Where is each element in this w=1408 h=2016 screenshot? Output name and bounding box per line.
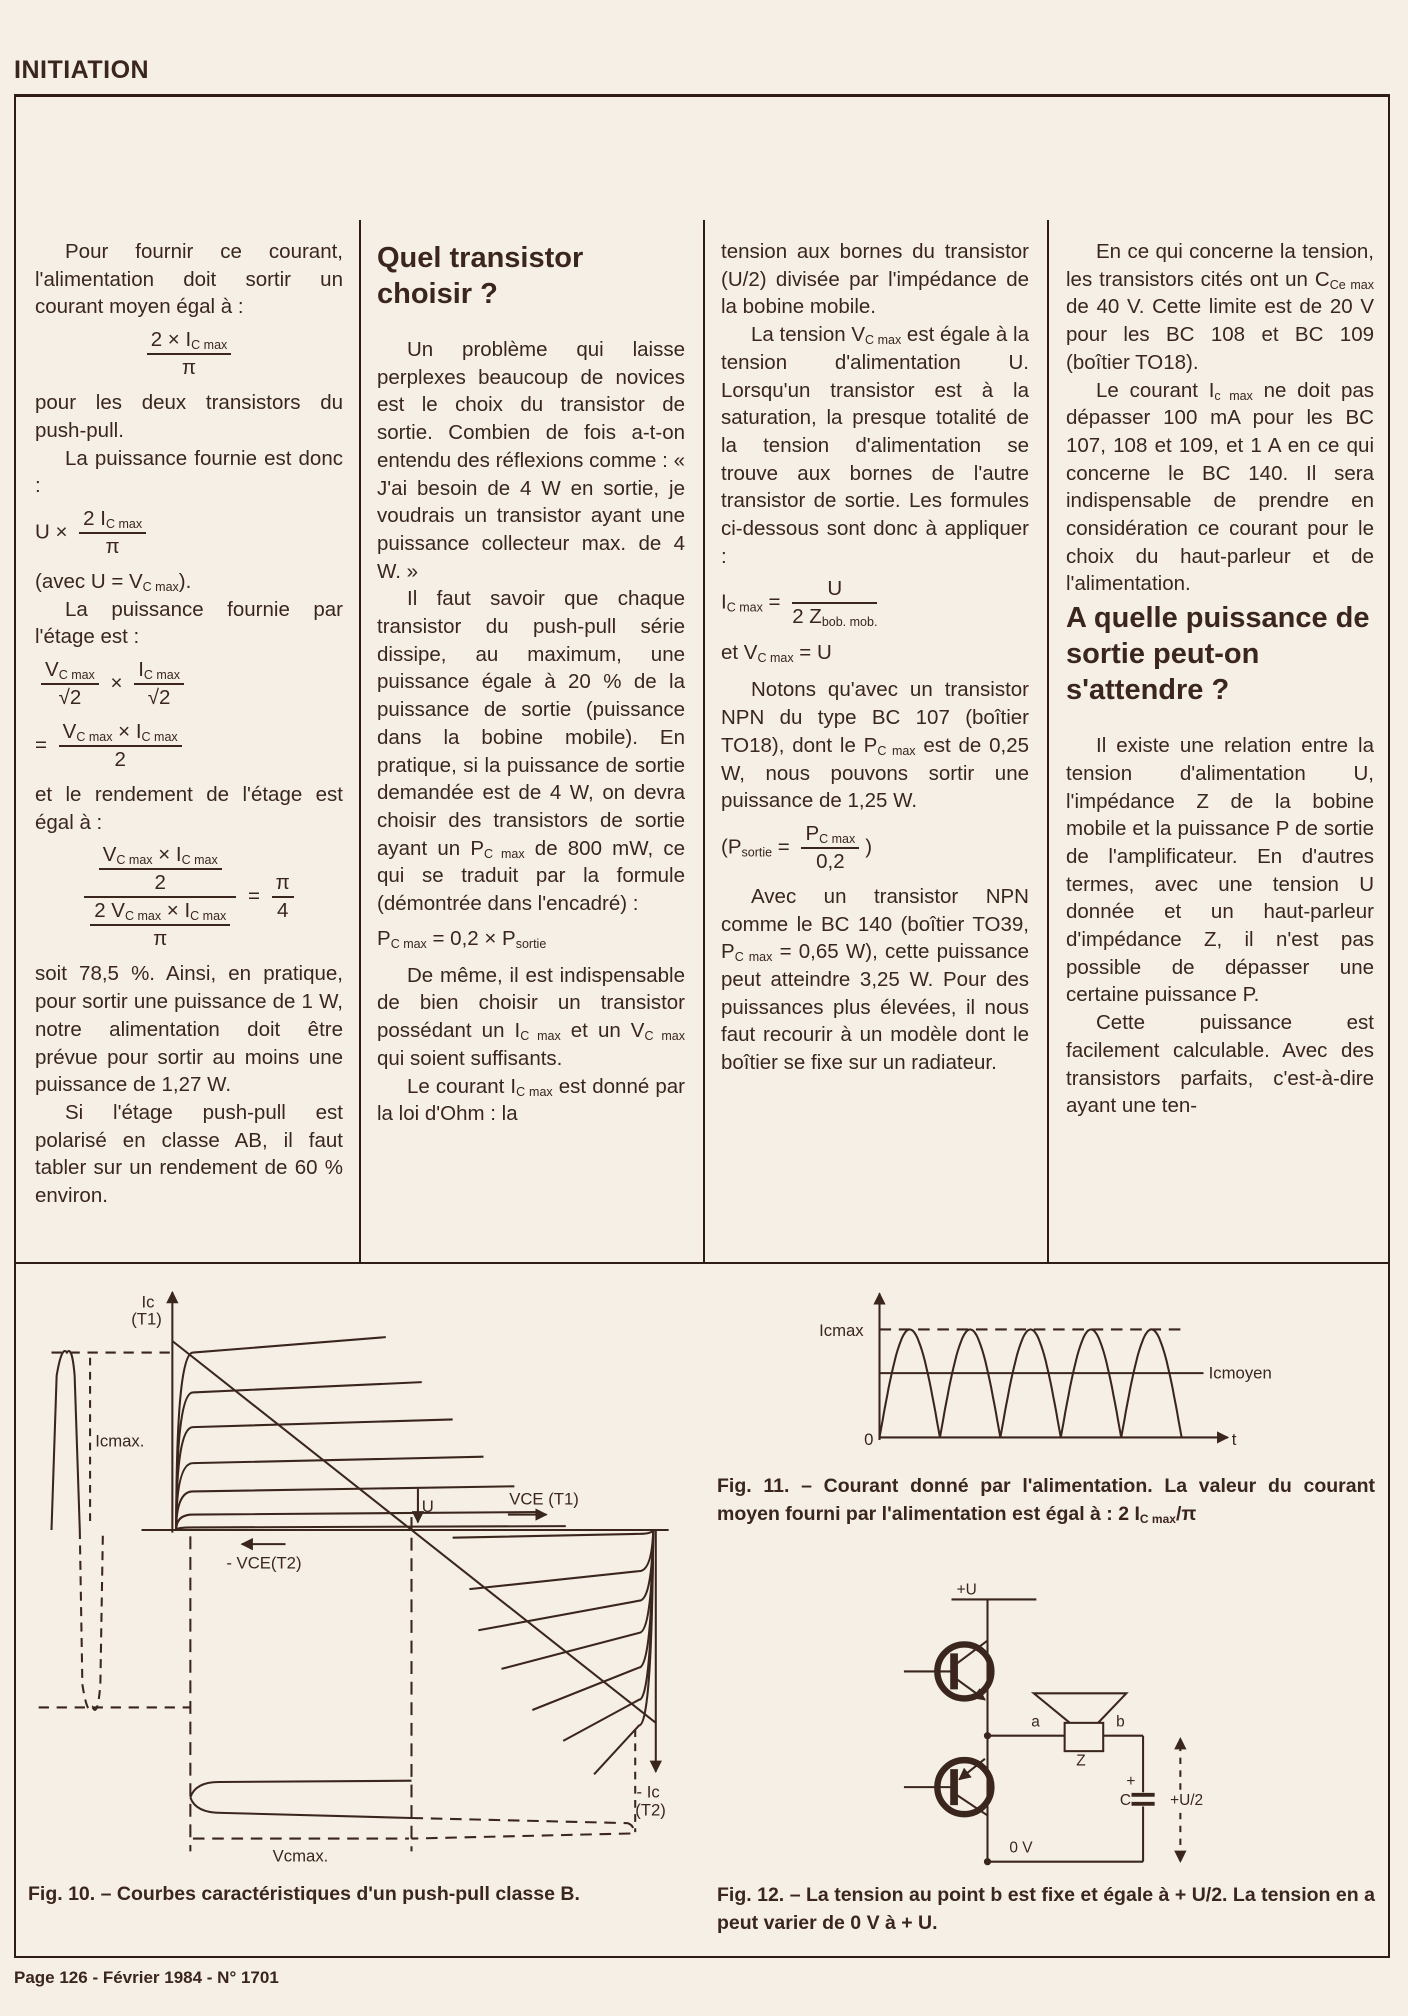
text-run: de 40 V. Cette limite est de 20 V pour les BC 108 et BC 109 (boîtier TO18). [1066, 295, 1374, 374]
text-run: A quelle puissance de sortie peut-on s'attendre ? [1066, 602, 1370, 707]
page-footer: Page 126 - Février 1984 - N° 1701 [14, 1968, 279, 1987]
text-run: = [35, 733, 53, 757]
fig12-circuit [904, 1581, 1203, 1864]
zero-v-label: 0 V [1009, 1839, 1033, 1857]
text-run: Il existe une relation entre la tension d'alimentation U, l'impédance Z de la bobine mobile et la puissance P de sortie de l'amplificateur. En d'autres termes, avec une tension U donnée et un haut-parleur d'impédance Z, il n'est pas possible de dépasser une certaine puissance P. [1066, 734, 1374, 1007]
subscript: C max [58, 668, 95, 683]
subscript: C max [734, 950, 773, 965]
subscript: C max [142, 579, 179, 594]
t2-curve [478, 1530, 653, 1630]
text-run: Avec un transistor NPN comme le BC 140 (boîtier TO39, P [721, 884, 1029, 964]
section-title: INITIATION [14, 56, 150, 84]
text-run: π [181, 356, 197, 380]
text-run: × I [161, 899, 191, 923]
text-run: Cette puissance est facilement calculable. Avec des transistors parfaits, c'est-à-dire ayant une ten- [1066, 1011, 1374, 1118]
subscript: sortie [741, 845, 773, 860]
text-run: En ce qui concerne la tension, les transistors cités ont un C [1066, 240, 1374, 291]
text-run: (avec U = V [35, 569, 143, 593]
text-run: = [242, 884, 266, 908]
text-run: × I [112, 720, 142, 744]
text-run: π [275, 871, 290, 895]
text-run: Notons qu'avec un transistor NPN du type BC 107 (boîtier TO18), dont le P [721, 678, 1029, 757]
subscript: C max [644, 1029, 685, 1044]
text-run: 2 × I [150, 328, 192, 352]
fig10-caption [28, 1880, 678, 1908]
subscript: C max [390, 936, 427, 951]
text-run: 2 Z [792, 605, 822, 629]
u-label: U [421, 1497, 434, 1516]
text-run: ). [178, 569, 192, 593]
t1-label: (T1) [131, 1309, 162, 1329]
vcmax-label: Vcmax. [272, 1846, 329, 1866]
text-run: Il faut savoir que chaque transistor du push-pull série dissipe, au maximum, une puissance égale à 20 % de la puissance de sortie (puissance dans la bobine mobile). En pratique, si la puissance de sortie demandée est de 4 W, on devra choisir des transistors de sortie ayant un P [377, 587, 685, 860]
text-run: π [153, 927, 168, 951]
text-run: Le courant I [1096, 378, 1215, 402]
subscript: sortie [515, 936, 547, 951]
t2-characteristic-curves [453, 1530, 654, 1774]
subscript: Ce max [1329, 277, 1374, 292]
text-run: de 800 mW, ce qui se traduit par la formule (démontrée dans l'encadré) : [377, 836, 685, 916]
text-run: /π [1175, 1503, 1197, 1525]
t2-curve [532, 1530, 653, 1710]
text-run: = 0,2 × P [426, 926, 516, 950]
text-run: (P [721, 835, 742, 859]
text-run: π [105, 534, 120, 558]
text-run: La puissance fournie par l'étage est : [35, 597, 343, 649]
text-run: ) [865, 835, 873, 859]
subscript: C max [757, 651, 794, 666]
text-run: 2 [154, 871, 166, 895]
current-pulse [52, 1351, 80, 1530]
text-run: est de 0,25 W, nous pouvons sortir une puissance de 1,25 W. [721, 733, 1029, 813]
zero-label: 0 [864, 1430, 874, 1450]
subscript: C max [105, 516, 143, 531]
text-run: I [138, 658, 144, 682]
icmax-label: Icmax [819, 1320, 864, 1340]
subscript: C max [484, 846, 525, 861]
text-run: 4 [277, 899, 289, 923]
plus-u-label: +U [956, 1581, 977, 1599]
text-run: est égale à la tension d'alimentation U. Lorsqu'un transistor est à la saturation, la presque totalité de la tension d'alimentation se trouve aux bornes de l'autre transistor de sortie. Les formules ci-dessous sont donc à appliquer : [721, 323, 1029, 568]
subscript: C max [190, 909, 227, 924]
text-run: Pour fournir ce courant, l'alimentation doit sortir un courant moyen égal à : [35, 240, 343, 319]
text-run: Quel transistor choisir ? [377, 242, 584, 310]
fig12-caption [717, 1881, 1375, 1937]
z-label: Z [1076, 1752, 1086, 1770]
subscript: C max [116, 853, 153, 868]
capacitor-icon [1132, 1795, 1155, 1804]
voltage-waveform [190, 1781, 411, 1818]
t1-characteristic-curves [176, 1337, 566, 1530]
text-run: 2 I [83, 506, 106, 530]
text-run: × [104, 671, 129, 695]
text-run: De même, il est indispensable de bien choisir un transistor possédant un I [377, 963, 685, 1043]
load-line [172, 1341, 655, 1723]
icmax-label: Icmax. [95, 1431, 145, 1451]
subscript: C max [1139, 1512, 1176, 1526]
text-run: et V [721, 641, 758, 665]
t2-curve [594, 1530, 653, 1774]
text-run: √2 [147, 686, 171, 710]
text-run: P [805, 821, 820, 845]
speaker-icon [1034, 1693, 1127, 1751]
ic-t2-label: - Ic [636, 1782, 660, 1802]
voltage-waveform-t2 [412, 1818, 634, 1839]
subscript: C max [76, 730, 113, 745]
text-run: qui soient suffisants. [377, 1046, 563, 1070]
vce-t2-label: - VCE(T2) [226, 1553, 302, 1573]
text-run: tension aux bornes du transistor (U/2) divisée par l'impédance de la bobine mobile. [721, 240, 1029, 319]
text-run: ne doit pas dépasser 100 mA pour les BC 107, 108 et 109, et 1 A en ce qui concerne le BC 140. Il sera indispensable de prendre en considération ce courant pour le choix du haut-parleur et de l'alimentation. [1066, 378, 1375, 596]
t2-curve [453, 1530, 654, 1538]
text-run: = [772, 835, 796, 859]
subscript: C max [726, 600, 763, 615]
text-run: √2 [58, 686, 82, 710]
vce-t1-label: VCE (T1) [509, 1489, 579, 1509]
fig11-diagram [819, 1293, 1272, 1449]
subscript: C max [520, 1029, 561, 1044]
text-run: I [721, 590, 727, 614]
text-run: U [827, 577, 843, 601]
text-run: La tension V [751, 323, 866, 347]
ic-t1-label: Ic [141, 1292, 155, 1312]
t1-curve [176, 1337, 386, 1530]
c-label: C [1119, 1792, 1132, 1810]
text-run: Fig. 10. – Courbes caractéristiques d'un push-pull classe B. [28, 1883, 580, 1905]
text-run: et un V [560, 1019, 645, 1043]
subscript: C max [181, 853, 218, 868]
text-run: = 0,65 W), cette puissance peut atteindre 3,25 W. Pour des puissances plus élevées, il nous faut recourir à un modèle dont le boîtier se fixe sur un radiateur. [721, 940, 1029, 1075]
text-run: soit 78,5 %. Ainsi, en pratique, pour sortir une puissance de 1 W, notre alimentation doit être prévue pour sortir au moins une puissance de 1,27 W. [35, 962, 343, 1097]
subscript: C max [516, 1084, 553, 1099]
subscript: c max [1214, 388, 1253, 403]
text-run: Le courant I [407, 1074, 517, 1098]
text-run: = U [793, 641, 832, 665]
subscript: C max [865, 333, 902, 348]
text-run: Si l'étage push-pull est polarisé en classe AB, il faut tabler sur un rendement de 60 % environ. [35, 1100, 343, 1208]
t2-label: (T2) [635, 1800, 666, 1820]
text-run: P [377, 926, 391, 950]
t-label: t [1231, 1430, 1237, 1450]
half-u-label: +U/2 [1170, 1792, 1204, 1810]
text-run: 2 [114, 748, 126, 772]
rectified-sine-wave [880, 1329, 1182, 1437]
fig11-caption [717, 1472, 1375, 1528]
text-run: est donné par la loi d'Ohm : la [377, 1074, 685, 1126]
a-label: a [1031, 1713, 1040, 1731]
text-run: = [762, 590, 787, 614]
text-run: Fig. 11. – Courant donné par l'alimentation. La valeur du courant moyen fourni par l'alimentation est égal à : 2 I [717, 1475, 1375, 1525]
t1-curve [176, 1457, 483, 1530]
text-run: et le rendement de l'étage est égal à : [35, 783, 343, 834]
text-run: U × [35, 520, 74, 544]
subscript: C max [191, 338, 228, 353]
b-label: b [1116, 1713, 1125, 1731]
t2-curve [469, 1530, 653, 1589]
subscript: C max [124, 909, 162, 924]
current-pulse-t2 [80, 1530, 103, 1710]
t2-curve [502, 1530, 654, 1669]
text-run: Fig. 12. – La tension au point b est fixe et égale à + U/2. La tension en a peut varier de 0 V à + U. [717, 1884, 1375, 1934]
text-run: × I [152, 843, 182, 867]
fig10-diagram [39, 1292, 669, 1866]
t1-curve [176, 1486, 514, 1530]
subscript: bob. mob. [821, 615, 878, 630]
subscript: C max [877, 743, 916, 758]
text-run: V [62, 720, 77, 744]
plus-label: + [1126, 1772, 1136, 1790]
transistor-pnp-icon [904, 1759, 991, 1816]
subscript: C max [141, 730, 178, 745]
text-run: V [45, 658, 59, 682]
transistor-npn-icon [904, 1641, 991, 1700]
text-run: V [102, 843, 117, 867]
text-run: 0,2 [816, 849, 845, 873]
text-run: Un problème qui laisse perplexes beaucoup de novices est le choix du transistor de sortie. Combien de fois a-t-on entendu des réflexions comme : « J'ai besoin de 4 W en sortie, je voudrais un transistor ayant une puissance collecteur max. de 4 W. » [377, 338, 685, 583]
text-run: 2 V [94, 899, 125, 923]
subscript: C max [819, 831, 856, 846]
text-run: La puissance fournie est donc : [35, 446, 343, 498]
subscript: C max [143, 668, 181, 683]
icmoyen-label: Icmoyen [1208, 1363, 1272, 1383]
text-run: pour les deux transistors du push-pull. [35, 391, 343, 442]
